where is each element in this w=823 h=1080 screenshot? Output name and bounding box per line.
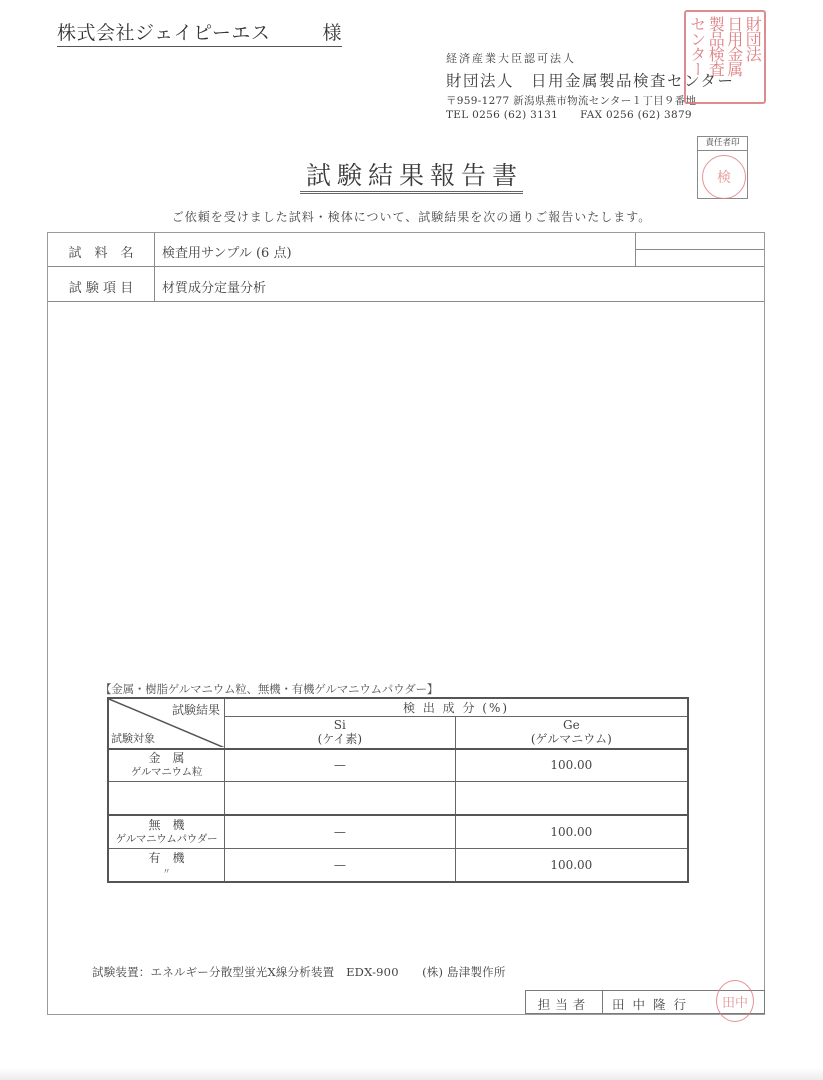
results-heading: 【金属・樹脂ゲルマニウム粒、無機・有機ゲルマニウムパウダー】: [100, 682, 439, 696]
target-line1: 無 機: [148, 817, 185, 832]
seal-column: 財団法: [743, 16, 763, 61]
target-line2: ゲルマニウムパウダー: [115, 832, 218, 845]
organization-seal-stamp: [684, 10, 766, 104]
seal-column: 製品検査: [706, 16, 726, 76]
staff-divider: [602, 991, 603, 1013]
seal-column: センター: [687, 16, 707, 76]
ge-value: 100.00: [455, 749, 688, 782]
target-line1: 金 属: [148, 751, 185, 766]
detected-components-header: 検 出 成 分 (%): [225, 698, 689, 717]
si-value: —: [225, 849, 456, 882]
si-name: (ケイ素): [317, 732, 363, 747]
target-cell: [108, 815, 225, 849]
table-row: [108, 815, 688, 849]
addressee-company: 株式会社ジェイピーエス: [57, 22, 271, 44]
ge-symbol: Ge: [562, 718, 580, 733]
ge-name: (ゲルマニウム): [530, 732, 612, 747]
report-title-text: 試験結果報告書: [300, 161, 523, 194]
responsible-seal-glyph: 検: [717, 170, 731, 186]
table-row: [108, 849, 688, 882]
target-line2: 〃: [162, 866, 171, 876]
issuer-address: 〒959-1277 新潟県燕市物流センター１丁目９番地: [446, 95, 697, 107]
si-value: [225, 782, 456, 815]
table-row: [108, 749, 688, 782]
corner-header-cell: [108, 698, 225, 749]
ge-value: 100.00: [455, 849, 688, 882]
header-test-result: 試験結果: [171, 703, 220, 718]
issuer-fax: FAX 0256 (62) 3879: [580, 109, 692, 121]
results-table: [107, 697, 689, 883]
ge-value: [455, 782, 688, 815]
column-header-ge: [455, 717, 688, 749]
test-item-value: 材質成分定量分析: [162, 281, 267, 296]
report-intro: ご依頼を受けました試料・検体について、試験結果を次の通りご報告いたします。: [171, 210, 652, 224]
staff-name: 田中隆行: [612, 997, 695, 1012]
target-line1: 有 機: [148, 850, 185, 865]
issuer-certification: 経済産業大臣認可法人: [446, 52, 576, 65]
report-frame: [47, 232, 765, 1015]
header-test-target: 試験対象: [111, 732, 155, 746]
column-header-si: [225, 717, 456, 749]
issuer-contact: [446, 109, 734, 121]
target-cell: [108, 749, 225, 782]
table-row: [108, 782, 688, 815]
addressee: [57, 18, 342, 47]
target-cell: [108, 782, 225, 815]
responsible-seal-label: 責任者印: [698, 137, 747, 151]
sample-name-value: 検査用サンプル (6 点): [162, 246, 292, 261]
row-divider: [48, 266, 764, 267]
seal-column: 日用金属: [724, 16, 744, 76]
si-value: —: [225, 815, 456, 849]
target-cell: [108, 849, 225, 882]
label-divider: [154, 233, 155, 301]
stamp-cell-line: [635, 249, 764, 250]
test-equipment: 試験装置：エネルギー分散型蛍光X線分析装置 EDX-900 (株) 島津製作所: [92, 965, 506, 979]
row-divider: [48, 301, 764, 302]
ge-value: 100.00: [455, 815, 688, 849]
scan-edge: [0, 1068, 823, 1080]
addressee-honorific: 様: [322, 22, 342, 44]
target-line2: ゲルマニウム粒: [130, 766, 203, 779]
sample-name-label: 試 料 名: [68, 246, 134, 261]
issuer-organization: 財団法人 日用金属製品検査センター: [446, 72, 735, 90]
test-item-label: 試 験 項 目: [68, 281, 134, 296]
si-symbol: Si: [333, 718, 346, 733]
stamp-cell-divider: [635, 233, 636, 267]
issuer-tel: TEL 0256 (62) 3131: [446, 109, 559, 121]
staff-seal-glyph: 田中: [721, 995, 748, 1011]
si-value: —: [225, 749, 456, 782]
staff-label: 担当者: [537, 997, 591, 1012]
staff-seal-stamp: [716, 980, 754, 1022]
report-title: [0, 156, 823, 192]
